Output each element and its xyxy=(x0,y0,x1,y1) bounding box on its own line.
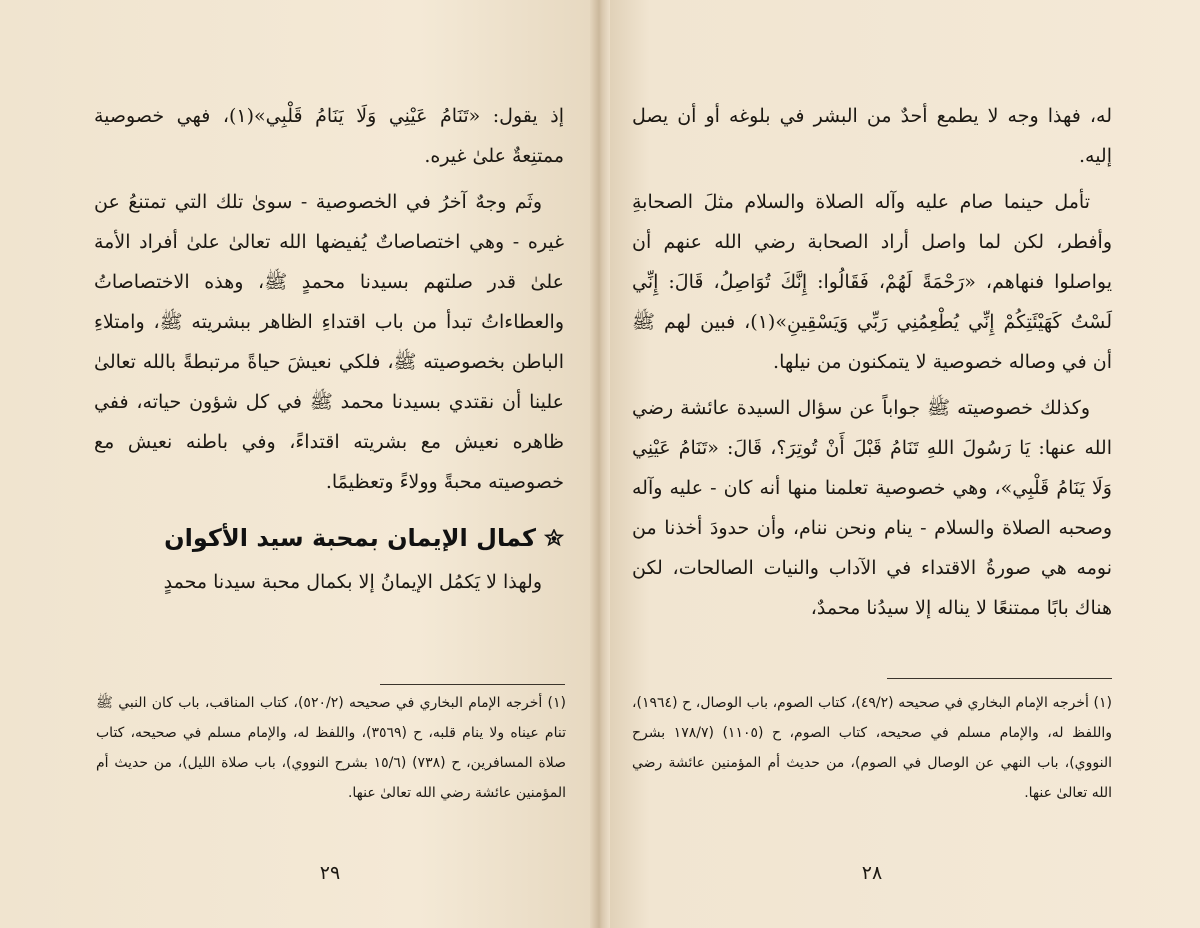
section-heading xyxy=(94,518,564,558)
left-footnote-1: (١) أخرجه الإمام البخاري في صحيحه (٥٢٠/٢)، كتاب المناقب، باب كان النبي ﷺ تنام عيناه ولا ينام قلبه، ح (٣٥٦٩)، واللفظ له، والإمام مسلم في صحيحه، كتاب صلاة المسافرين، ح (٧٣٨) (١٥/٦ بشرح النووي)، باب صلاة الليل)، من حديث أم المؤمنين عائشة رضي الله تعالىٰ عنها. xyxy=(96,695,567,801)
left-paragraph-1: إذ يقول: «تَنَامُ عَيْنِي وَلَا يَنَامُ قَلْبِي»(١)، فهي خصوصية ممتنِعةٌ علىٰ غيره. xyxy=(94,105,564,167)
right-footnote-rule xyxy=(887,678,1112,679)
right-page-number: ٢٨ xyxy=(861,862,883,884)
right-page-body xyxy=(632,96,1112,634)
left-paragraph-3: ولهذا لا يَكمُل الإيمانُ إلا بكمال محبة سيدنا محمدٍ xyxy=(163,571,542,593)
left-footnote-rule xyxy=(380,684,565,685)
right-page xyxy=(602,0,1200,928)
book-gutter xyxy=(590,0,610,928)
left-page-number: ٢٩ xyxy=(319,862,341,884)
right-paragraph-3: وكذلك خصوصيته ﷺ جواباً عن سؤال السيدة عائشة رضي الله عنها: يَا رَسُولَ اللهِ تَنَامُ قَبْلَ أَنْ تُوتِرَ؟، قَالَ: «تَنَامُ عَيْنِي وَلَا يَنَامُ قَلْبِي»، وهي خصوصية تعلمنا منها أنه كان - عليه وآله وصحبه الصلاة والسلام - ينام ونحن ننام، وأن حدودَ أخذنا من نومه هي صورةُ الاقتداء في الآداب والنيات الصالحات، لكن هناك بابًا ممتنعًا لا يناله إلا سيدُنا محمدٌ، xyxy=(632,397,1112,619)
left-page-body xyxy=(94,96,564,608)
left-footnotes xyxy=(96,688,566,808)
ornament-star-icon xyxy=(544,529,564,549)
right-paragraph-1: له، فهذا وجه لا يطمع أحدٌ من البشر في بلوغه أو أن يصل إليه. xyxy=(632,105,1112,167)
right-footnotes xyxy=(632,688,1112,808)
left-page xyxy=(0,0,598,928)
right-footnote-1: (١) أخرجه الإمام البخاري في صحيحه (٤٩/٢)، كتاب الصوم، باب الوصال، ح (١٩٦٤)، واللفظ له، والإمام مسلم في صحيحه، كتاب الصوم، ح (١١٠٥) (١٧٨/٧ بشرح النووي)، باب النهي عن الوصال في الصوم)، من حديث أم المؤمنين عائشة رضي الله تعالىٰ عنها. xyxy=(632,695,1112,801)
left-paragraph-2: وثَم وجهٌ آخرُ في الخصوصية - سوىٰ تلك التي تمتنعُ عن غيره - وهي اختصاصاتٌ يُفيضها الله تعالىٰ علىٰ أفراد الأمة علىٰ قدر صلتهم بسيدنا محمدٍ ﷺ، وهذه الاختصاصاتُ والعطاءاتُ تبدأ من باب اقتداءِ الظاهر ببشريته ﷺ، وامتلاءِ الباطن بخصوصيته ﷺ، فلكي نعيشَ حياةً مرتبطةً بالله تعالىٰ علينا أن نقتدي بسيدنا محمد ﷺ في كل شؤون حياته، ففي ظاهره نعيش مع بشريته اقتداءً، وفي باطنه نعيش مع خصوصيته محبةً وولاءً وتعظيمًا. xyxy=(94,191,564,493)
right-paragraph-2: تأمل حينما صام عليه وآله الصلاة والسلام مثلَ الصحابةِ وأفطر، لكن لما واصل أراد الصحابة رضي الله عنهم أن يواصلوا فنهاهم، «رَحْمَةً لَهُمْ، فَقَالُوا: إِنَّكَ تُوَاصِلُ، قَالَ: إِنِّي لَسْتُ كَهَيْئَتِكُمْ إِنِّي يُطْعِمُنِي رَبِّي وَيَسْقِينِ»(١)، فبين لهم ﷺ أن في وصاله خصوصية لا يتمكنون من نيلها. xyxy=(632,191,1112,373)
section-heading-text: كمال الإيمان بمحبة سيد الأكوان xyxy=(164,524,536,552)
